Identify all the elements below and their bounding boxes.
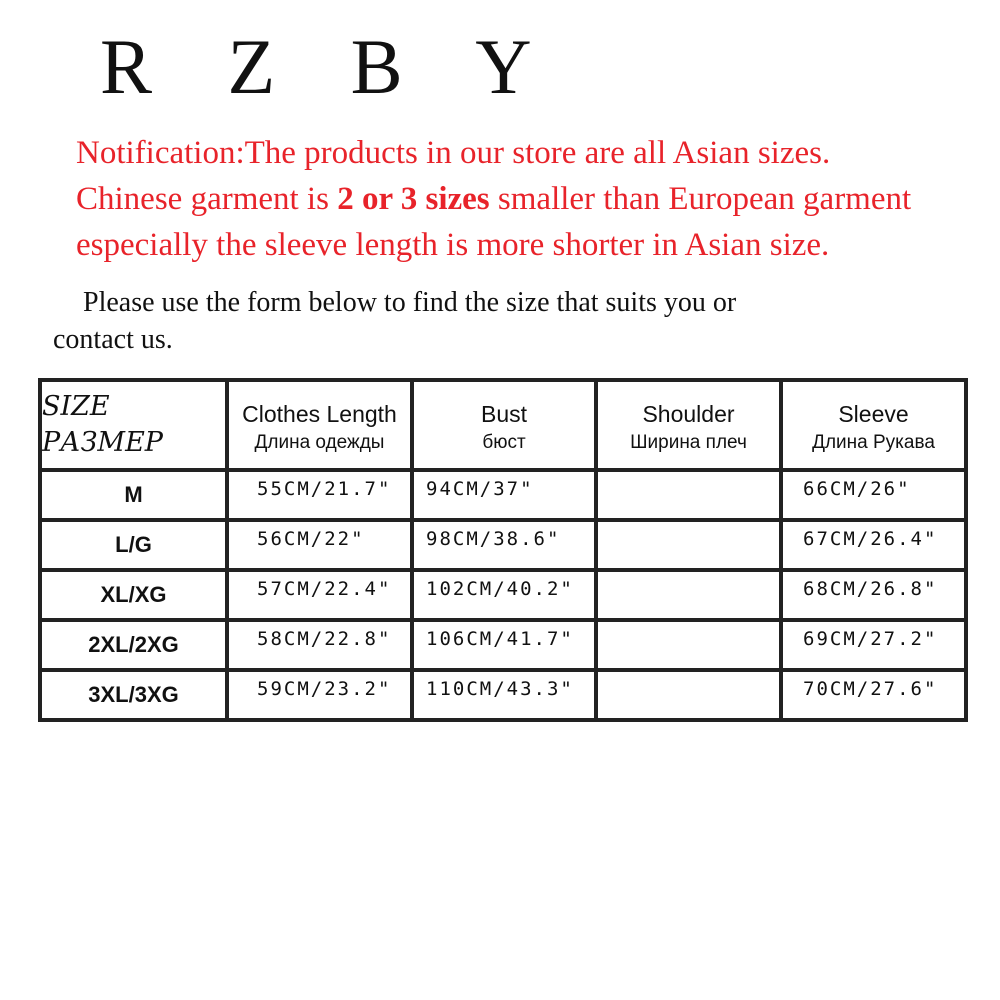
clothes-length-value: 58CM/22.8" bbox=[227, 620, 412, 670]
shoulder-value bbox=[596, 520, 781, 570]
instruction-line-1: Please use the form below to find the size that suits you or bbox=[83, 287, 737, 318]
sleeve-header bbox=[781, 380, 966, 470]
shoulder-value bbox=[596, 670, 781, 720]
size-header-en: SIZE bbox=[42, 391, 110, 422]
column-header-en: Sleeve bbox=[838, 401, 909, 427]
size-label: L/G bbox=[40, 520, 227, 570]
size-label: 2XL/2XG bbox=[40, 620, 227, 670]
notification-line-2 bbox=[76, 176, 986, 222]
brand-logo: R Z B Y bbox=[100, 23, 560, 110]
table-row bbox=[40, 570, 966, 620]
column-header-ru: Длина Рукава bbox=[812, 432, 935, 453]
bust-value: 110CM/43.3" bbox=[412, 670, 596, 720]
shoulder-value bbox=[596, 470, 781, 520]
column-header-en: Bust bbox=[480, 401, 528, 427]
clothes-length-value: 55CM/21.7" bbox=[227, 470, 412, 520]
notification-line-2-end: smaller than European garment bbox=[489, 181, 912, 217]
column-header-ru: Длина одежды bbox=[254, 432, 385, 453]
sleeve-value: 67CM/26.4" bbox=[781, 520, 966, 570]
column-header-ru: бюст bbox=[482, 432, 526, 453]
column-header-ru: Ширина плеч bbox=[630, 432, 747, 453]
notification-line-3: especially the sleeve length is more shorter in Asian size. bbox=[76, 227, 830, 263]
size-header-ru: РАЗМЕР bbox=[42, 427, 163, 458]
size-label: 3XL/3XG bbox=[40, 670, 227, 720]
notification-line-1: Notification:The products in our store are all Asian sizes. bbox=[76, 135, 831, 171]
size-label: M bbox=[40, 470, 227, 520]
shoulder-header bbox=[596, 380, 781, 470]
size-column-header bbox=[40, 380, 227, 470]
clothes-length-value: 56CM/22" bbox=[227, 520, 412, 570]
sleeve-value: 69CM/27.2" bbox=[781, 620, 966, 670]
size-notification bbox=[76, 130, 986, 268]
instruction-line-2: contact us. bbox=[53, 324, 173, 355]
bust-value: 98CM/38.6" bbox=[412, 520, 596, 570]
shoulder-value bbox=[596, 570, 781, 620]
column-header-en: Shoulder bbox=[642, 401, 735, 427]
sleeve-value: 66CM/26" bbox=[781, 470, 966, 520]
table-row bbox=[40, 670, 966, 720]
notification-line-2-start: Chinese garment is bbox=[76, 181, 338, 217]
bust-value: 94CM/37" bbox=[412, 470, 596, 520]
size-label: XL/XG bbox=[40, 570, 227, 620]
sleeve-value: 68CM/26.8" bbox=[781, 570, 966, 620]
clothes-length-value: 59CM/23.2" bbox=[227, 670, 412, 720]
column-header-en: Clothes Length bbox=[242, 401, 397, 427]
table-row bbox=[40, 620, 966, 670]
bust-value: 106CM/41.7" bbox=[412, 620, 596, 670]
size-chart-table bbox=[38, 378, 968, 722]
table-header-row bbox=[40, 380, 966, 470]
instruction-text bbox=[53, 284, 953, 358]
notification-emphasis: 2 or 3 sizes bbox=[337, 181, 490, 217]
sleeve-value: 70CM/27.6" bbox=[781, 670, 966, 720]
clothes-length-value: 57CM/22.4" bbox=[227, 570, 412, 620]
table-row bbox=[40, 470, 966, 520]
shoulder-value bbox=[596, 620, 781, 670]
bust-header bbox=[412, 380, 596, 470]
bust-value: 102CM/40.2" bbox=[412, 570, 596, 620]
table-row bbox=[40, 520, 966, 570]
clothes-length-header bbox=[227, 380, 412, 470]
